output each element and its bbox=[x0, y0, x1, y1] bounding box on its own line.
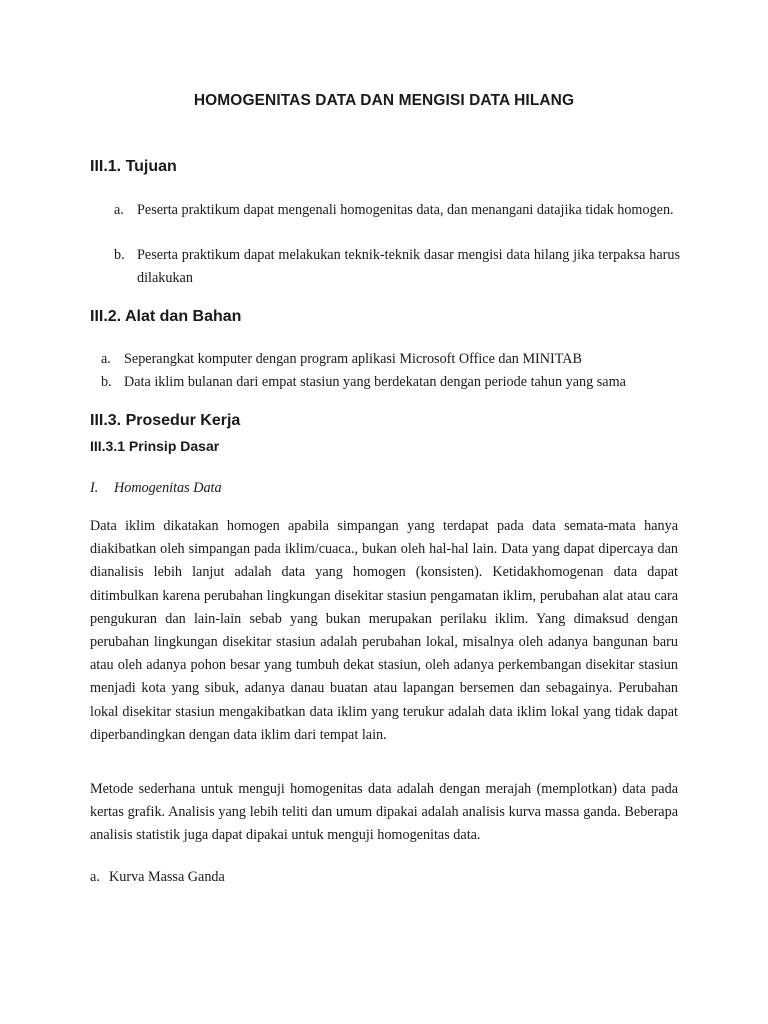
list-item-tujuan-a bbox=[114, 199, 680, 245]
heading-alat-bahan: III.2. Alat dan Bahan bbox=[90, 308, 242, 325]
document-title: HOMOGENITAS DATA DAN MENGISI DATA HILANG bbox=[193, 92, 575, 109]
list-text: Peserta praktikum dapat melakukan teknik-teknik dasar mengisi data hilang jika terpaksa harus dilakukan bbox=[137, 247, 680, 286]
list-text: Kurva Massa Ganda bbox=[109, 869, 225, 885]
heading-prosedur-kerja: III.3. Prosedur Kerja bbox=[90, 412, 241, 429]
list-marker: a. bbox=[114, 202, 124, 218]
list-marker: b. bbox=[101, 374, 112, 390]
list-text: Data iklim bulanan dari empat stasiun yang berdekatan dengan periode tahun yang sama bbox=[124, 374, 626, 390]
list-item-tujuan-b bbox=[114, 244, 680, 290]
list-item-kurva-massa-ganda bbox=[90, 866, 390, 890]
subsection-homogenitas-data bbox=[90, 477, 390, 501]
list-item-alat-a bbox=[101, 348, 691, 372]
list-marker: a. bbox=[90, 869, 100, 885]
heading-tujuan: III.1. Tujuan bbox=[90, 158, 177, 175]
list-marker: b. bbox=[114, 247, 125, 263]
subheading-prinsip-dasar: III.3.1 Prinsip Dasar bbox=[90, 438, 220, 454]
list-marker: a. bbox=[101, 351, 111, 367]
list-text: Seperangkat komputer dengan program aplikasi Microsoft Office dan MINITAB bbox=[124, 351, 582, 367]
list-item-alat-b bbox=[101, 371, 691, 395]
list-text: Peserta praktikum dapat mengenali homogenitas data, dan menangani datajika tidak homogen. bbox=[137, 202, 674, 218]
paragraph-homogenitas: Data iklim dikatakan homogen apabila simpangan yang terdapat pada data semata-mata hanya diakibatkan oleh simpangan pada iklim/cuaca., bukan oleh hal-hal lain. Data yang dapat dipercaya dan dianalisis lebih lanjut adalah data yang homogen (konsisten). Ketidakhomogenan data dapat ditimbulkan karena perubahan lingkungan disekitar stasiun pengamatan iklim, perubahan alat atau cara pengukuran dan lain-lain sebab yang bukan merupakan perilaku iklim. Yang dimaksud dengan perubahan lingkungan disekitar stasiun adalah perubahan lokal, misalnya oleh adanya bangunan baru atau oleh adanya pohon besar yang tumbuh dekat stasiun, oleh adanya perkembangan disekitar stasiun menjadi kota yang sibuk, adanya danau buatan atau lapangan bersemen dan sebagainya. Perubahan lokal disekitar stasiun mengakibatkan data iklim yang terukur adalah data iklim lokal yang tidak dapat diperbandingkan dengan data iklim dari tempat lain. bbox=[90, 518, 678, 743]
paragraph-metode: Metode sederhana untuk menguji homogenitas data adalah dengan merajah (memplotkan) data pada kertas grafik. Analisis yang lebih teliti dan umum dipakai adalah analisis kurva massa ganda. Beberapa analisis statistik juga dapat dipakai untuk menguji homogenitas data. bbox=[90, 781, 678, 844]
subsection-marker: I. bbox=[90, 480, 99, 496]
subsection-title: Homogenitas Data bbox=[114, 480, 222, 496]
